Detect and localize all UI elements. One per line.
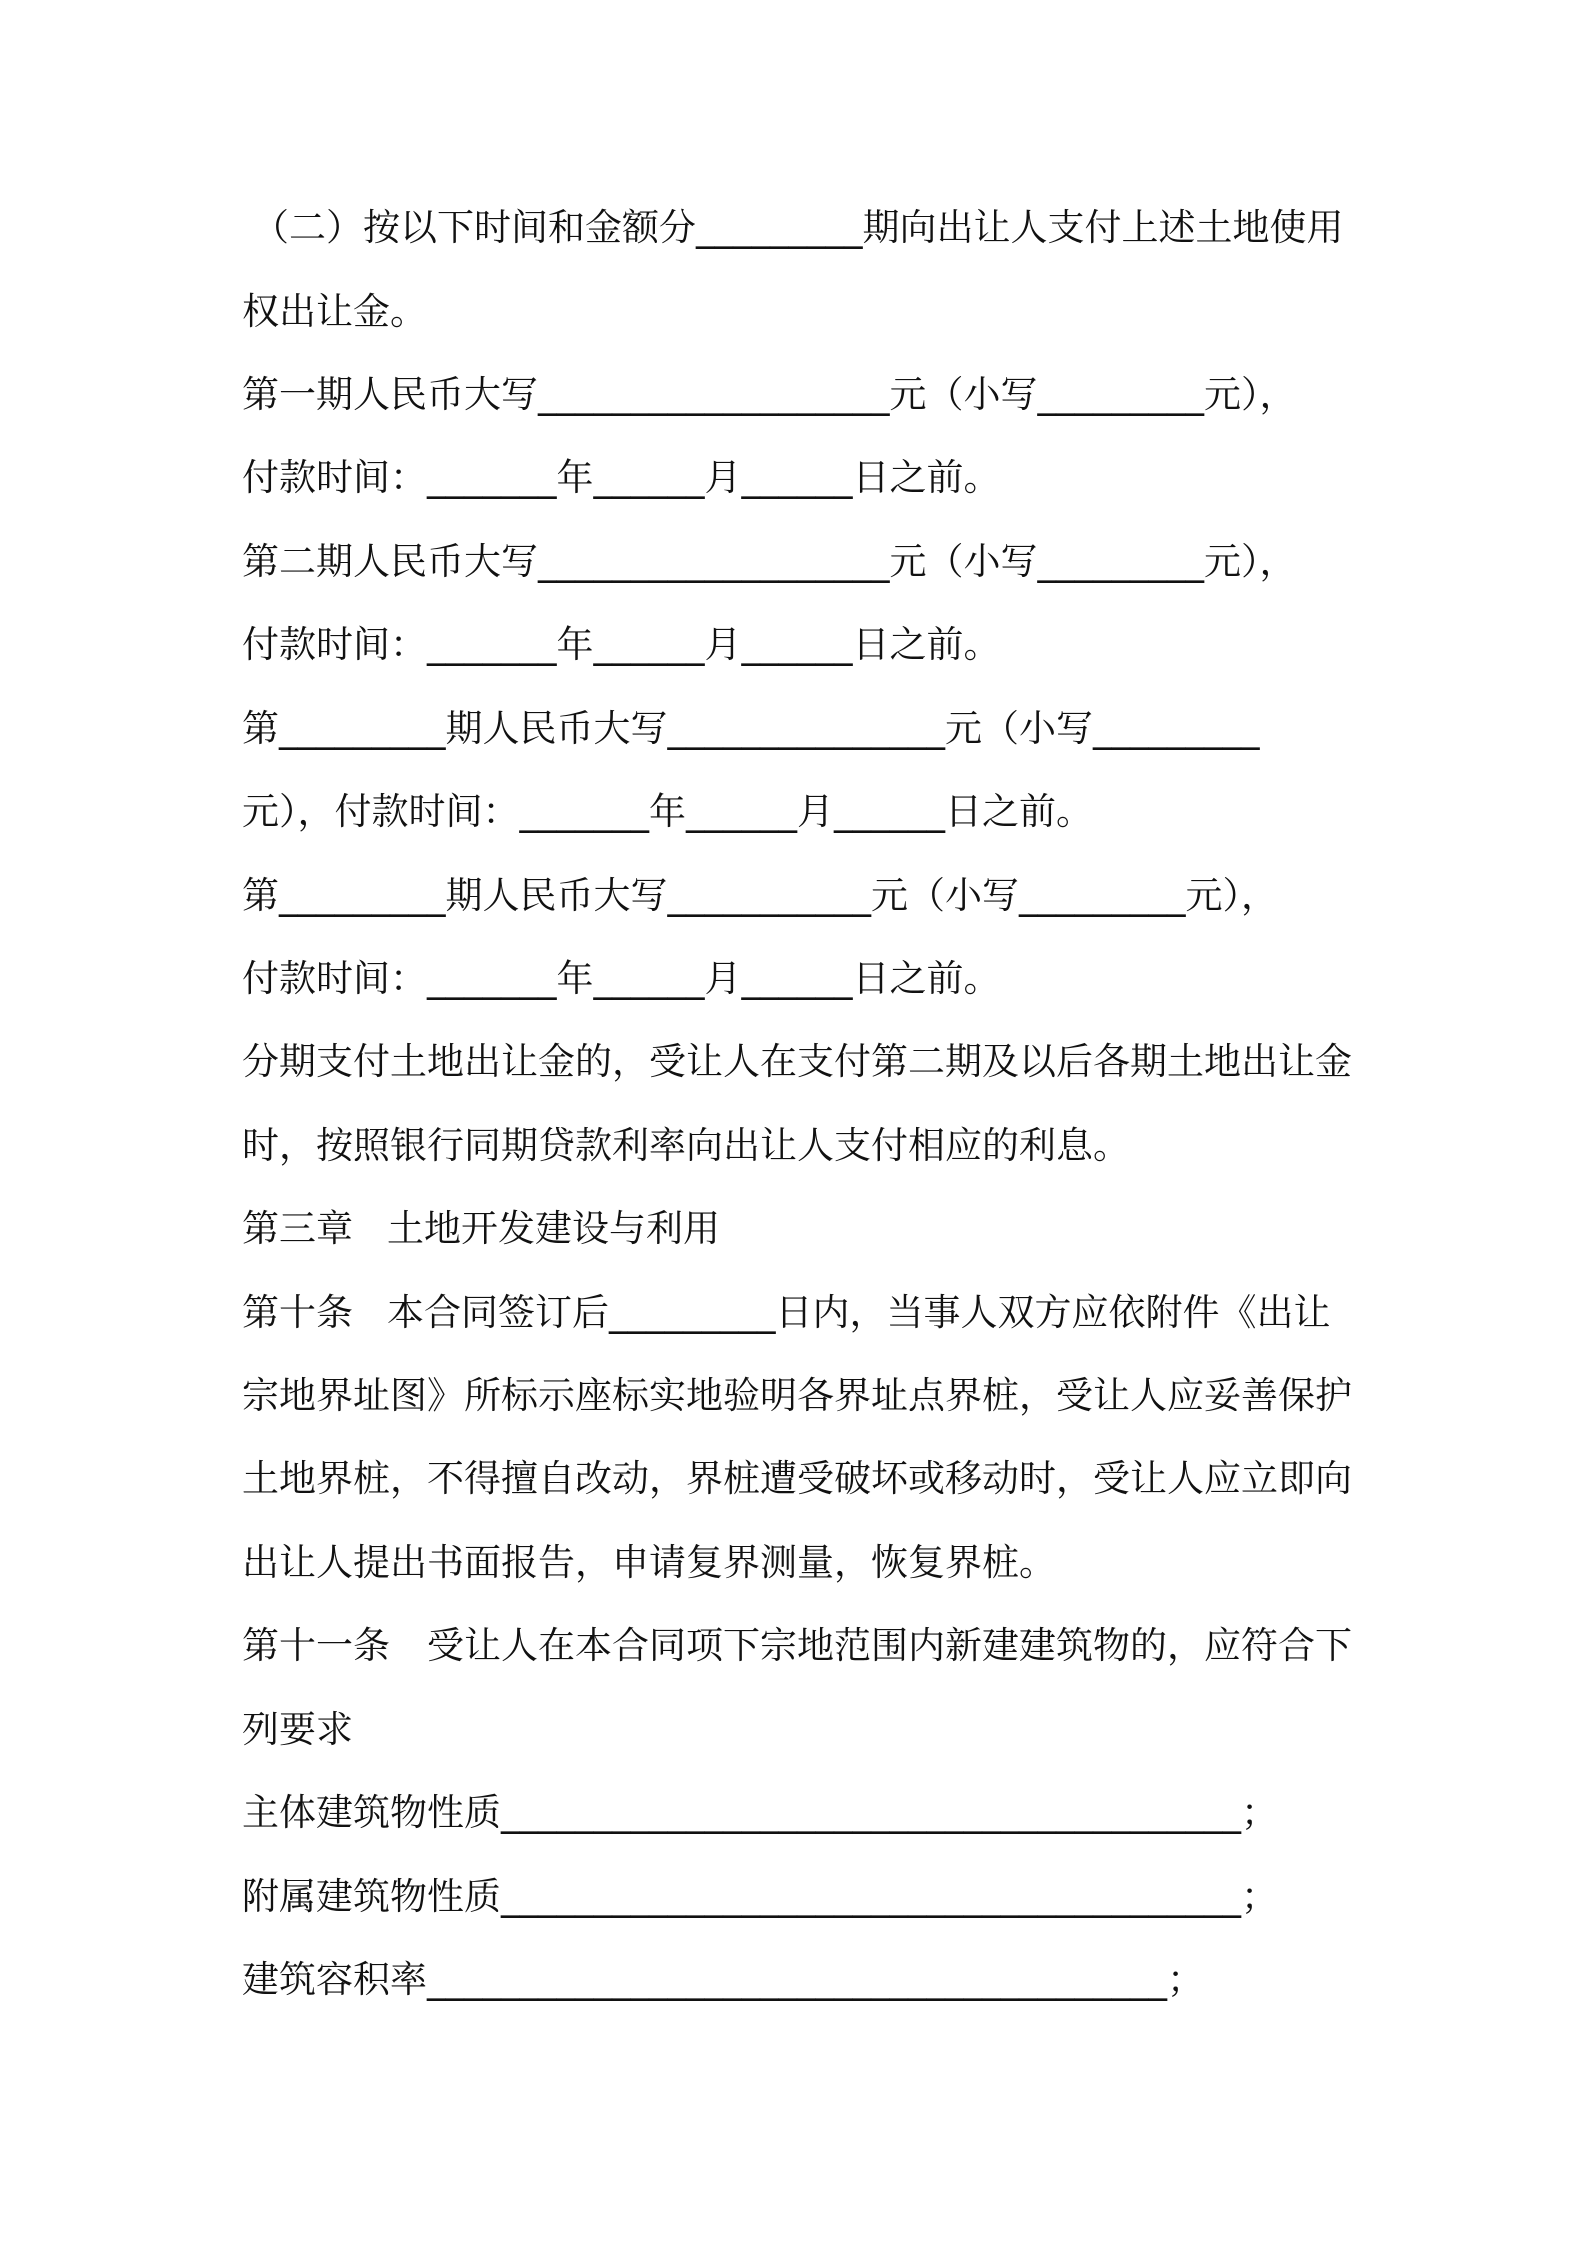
article-10 [242,1271,1362,1355]
installment-2-amount: 第二期人民币大写___________________元（小写_________元）， [242,540,1297,583]
installment-n-date: 元），付款时间：_______年______月______日之前。 [242,790,1093,833]
interest-clause-cont: 时，按照银行同期贷款利率向出让人支付相应的利息。 [242,1124,1130,1167]
chapter-heading [242,1187,1362,1271]
article-11: 第十一条 受让人在本合同项下宗地范围内新建建筑物的，应符合下 [242,1624,1352,1667]
article-10-text: 本合同签订后_________日内，当事人双方应依附件《出让 [387,1291,1331,1334]
installment-2-date: 付款时间：_______年______月______日之前。 [242,623,1001,666]
installment-n-amount: 第_________期人民币大写_______________元（小写_________ [242,707,1260,750]
article-10-line: 出让人提出书面报告，申请复界测量，恢复界桩。 [242,1541,1056,1584]
installment-m-date: 付款时间：_______年______月______日之前。 [242,957,1001,1000]
requirement-main-building: 主体建筑物性质________________________________________； [242,1791,1278,1834]
installment-m-amount: 第_________期人民币大写___________元（小写_________元）， [242,874,1278,917]
requirement-ancillary-building: 附属建筑物性质________________________________________； [242,1875,1278,1918]
article-10-label: 第十条 [242,1291,353,1334]
article-10-line: 宗地界址图》所标示座标实地验明各界址点界桩，受让人应妥善保护 [242,1374,1352,1417]
article-11-cont: 列要求 [242,1708,353,1751]
payment-installments-intro: （二）按以下时间和金额分_________期向出让人支付上述土地使用 [252,206,1344,249]
interest-clause: 分期支付土地出让金的，受让人在支付第二期及以后各期土地出让金 [242,1040,1352,1083]
installment-1-date: 付款时间：_______年______月______日之前。 [242,456,1001,499]
chapter-label: 第三章 [242,1207,353,1250]
requirement-floor-area-ratio: 建筑容积率________________________________________； [242,1958,1204,2001]
article-10-line: 土地界桩，不得擅自改动，界桩遭受破坏或移动时，受让人应立即向 [242,1457,1352,1500]
payment-installments-intro-cont: 权出让金。 [242,290,427,333]
installment-1-amount: 第一期人民币大写___________________元（小写_________元）， [242,373,1297,416]
chapter-title: 土地开发建设与利用 [387,1207,720,1250]
